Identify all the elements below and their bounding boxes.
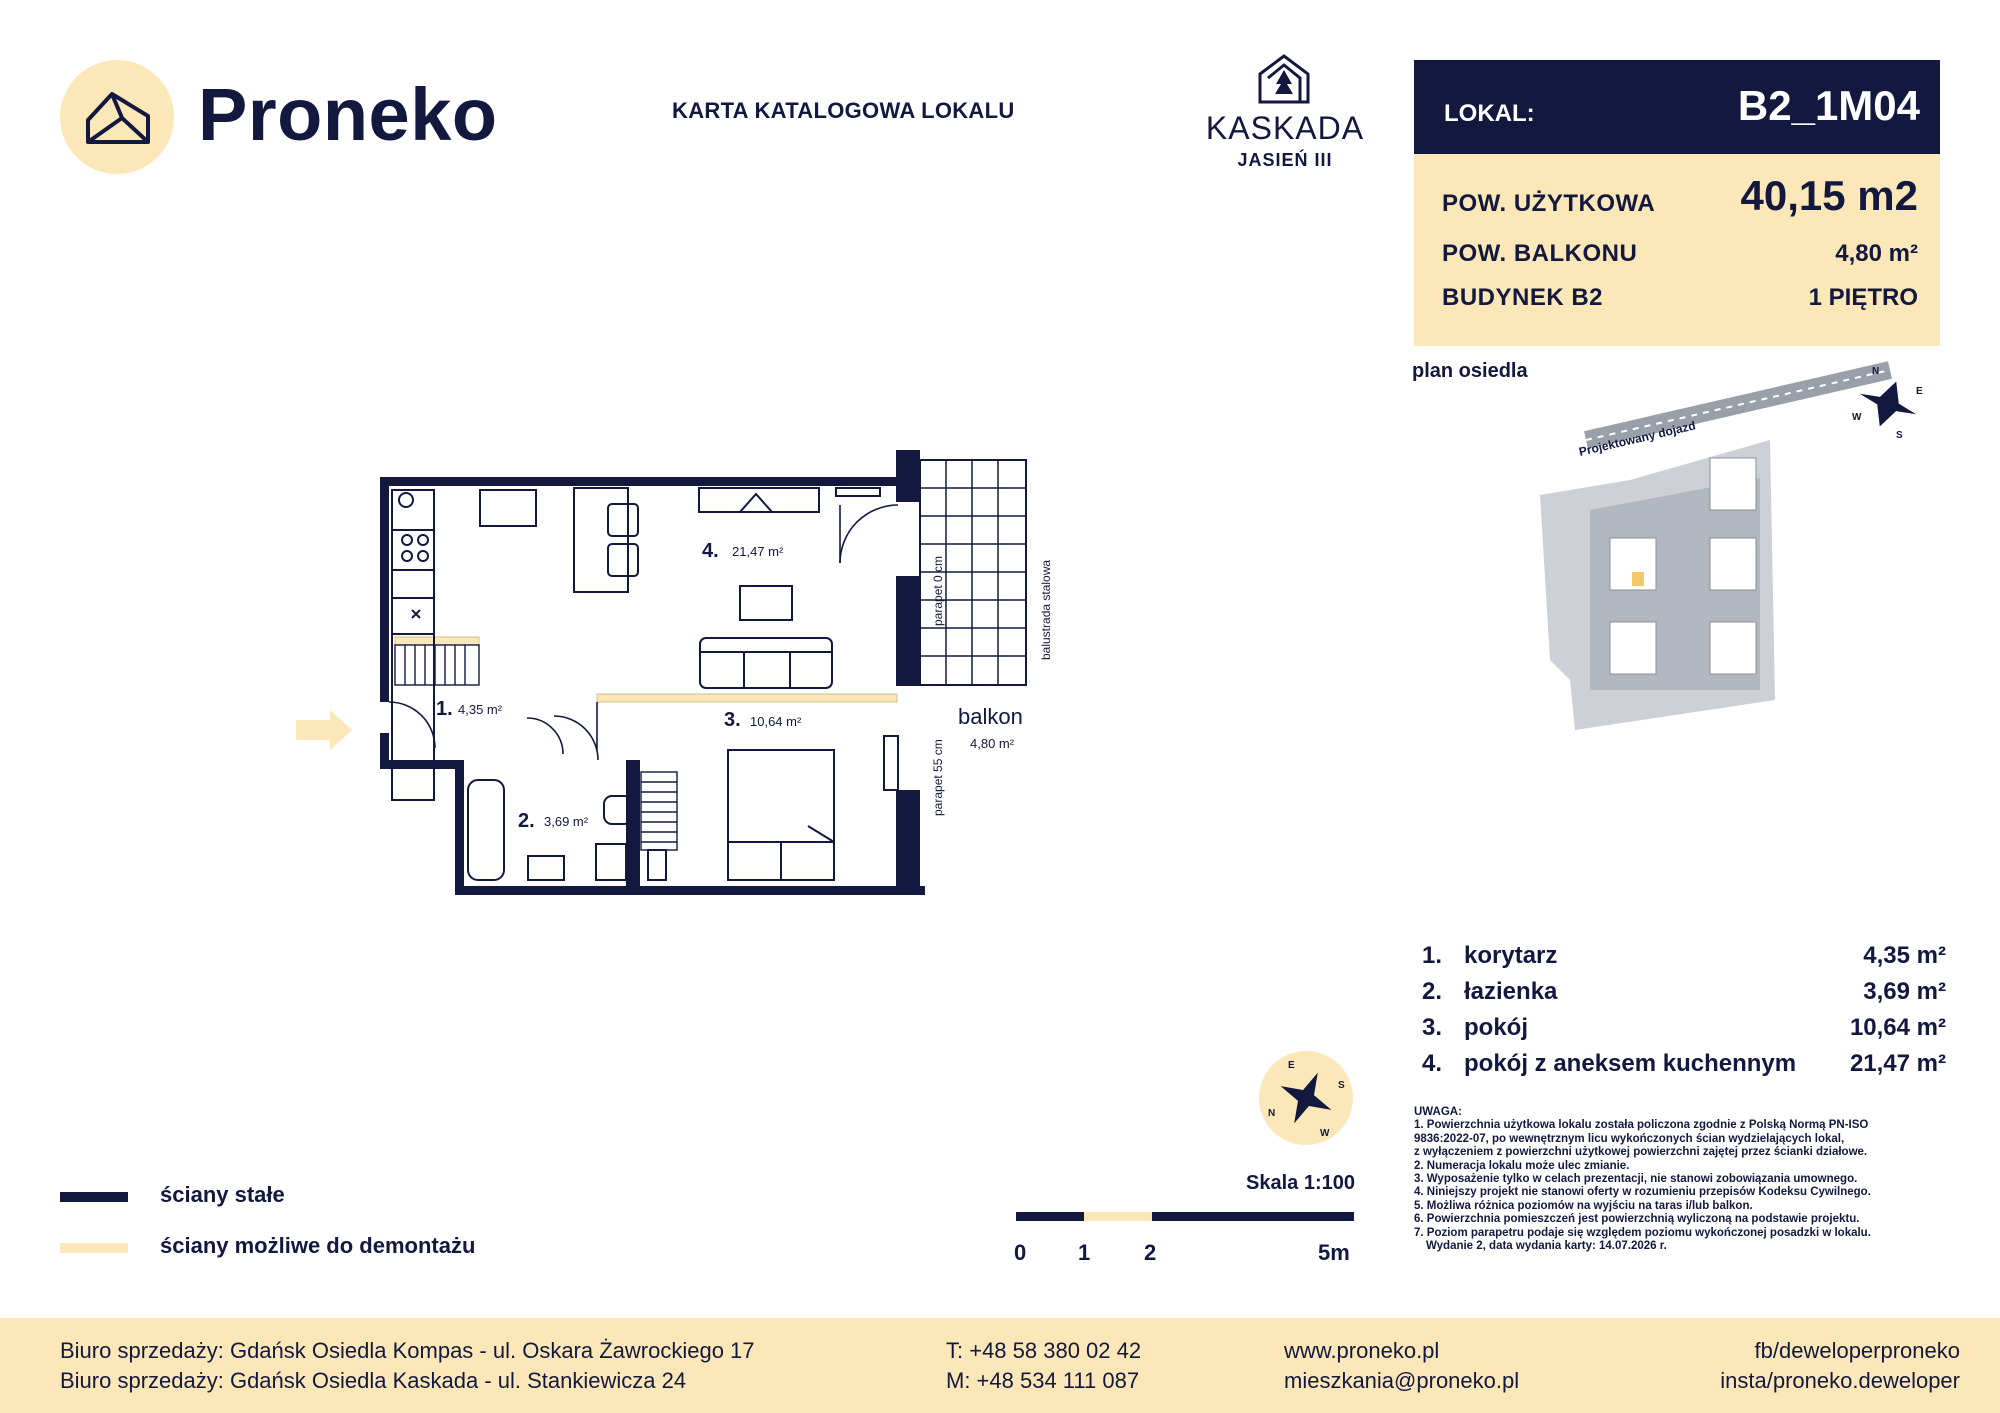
room-1-area: 4,35 m² bbox=[458, 702, 503, 717]
floor-value: 1 PIĘTRO bbox=[1808, 284, 1918, 311]
document-title: KARTA KATALOGOWA LOKALU bbox=[672, 98, 1015, 123]
room-list-area: 10,64 m² bbox=[1849, 1014, 1946, 1041]
site-compass-s: S bbox=[1896, 430, 1903, 441]
lokal-label: LOKAL: bbox=[1444, 100, 1535, 127]
project-name: KASKADA bbox=[1205, 110, 1365, 146]
compass-n: N bbox=[1268, 1108, 1276, 1119]
project-subtitle: JASIEŃ III bbox=[1237, 150, 1333, 170]
fixed-walls bbox=[380, 450, 925, 895]
room-list-area: 21,47 m² bbox=[1849, 1050, 1946, 1077]
usable-area-value: 40,15 m2 bbox=[1740, 172, 1918, 219]
site-compass-n: N bbox=[1872, 366, 1880, 377]
highlighted-unit bbox=[1632, 572, 1644, 586]
room-list-area: 3,69 m² bbox=[1863, 978, 1946, 1005]
removable-walls bbox=[395, 637, 897, 702]
legend-removable-walls-swatch bbox=[60, 1243, 128, 1253]
room-list-number: 4. bbox=[1422, 1050, 1443, 1077]
notes-title: UWAGA: bbox=[1414, 1106, 1462, 1118]
notes-block bbox=[1414, 1106, 1940, 1253]
footer-website-link[interactable]: www.proneko.pl bbox=[1284, 1338, 1440, 1363]
scale-tick-0: 0 bbox=[1014, 1240, 1027, 1265]
room-list-item bbox=[1422, 978, 1948, 1012]
compass-w: W bbox=[1320, 1128, 1330, 1139]
room-list-number: 3. bbox=[1422, 1014, 1443, 1041]
legend-removable-walls-label: ściany możliwe do demontażu bbox=[160, 1233, 476, 1258]
room-2-area: 3,69 m² bbox=[544, 814, 589, 829]
scale-tick-5m: 5m bbox=[1318, 1240, 1350, 1265]
room-list-item bbox=[1422, 1050, 1948, 1084]
building-b1 bbox=[1710, 458, 1756, 510]
footer-facebook-link[interactable]: fb/deweloperproneko bbox=[1754, 1338, 1960, 1363]
site-compass-w: W bbox=[1852, 412, 1862, 423]
legend-fixed-walls-swatch bbox=[60, 1192, 128, 1202]
entrance-arrow-icon bbox=[296, 710, 352, 750]
floor-plan bbox=[290, 450, 1053, 900]
building-label: BUDYNEK B2 bbox=[1442, 284, 1604, 311]
logo-mark bbox=[60, 60, 174, 174]
notes-line: 5. Możliwa różnica poziomów na wyjściu na taras i/lub balkon. bbox=[1414, 1199, 1753, 1212]
notes-line: 6. Powierzchnia pomieszczeń jest powierzchnią wyliczoną na podstawie projektu. bbox=[1414, 1213, 1860, 1226]
compass-e: E bbox=[1288, 1060, 1295, 1071]
kaskada-logo bbox=[1254, 52, 1314, 104]
room-list-item bbox=[1422, 1014, 1948, 1048]
footer-office-1: Biuro sprzedaży: Gdańsk Osiedla Kompas - ul. Oskara Żawrockiego 17 bbox=[60, 1338, 755, 1363]
road-label: Projektowany dojazd bbox=[1577, 418, 1697, 459]
room-list-name: korytarz bbox=[1464, 942, 1558, 969]
compass-icon bbox=[1258, 1050, 1354, 1146]
building-b5 bbox=[1710, 622, 1756, 674]
site-plan-label: plan osiedla bbox=[1412, 360, 1528, 382]
site-plan-map bbox=[1530, 360, 1970, 740]
scale-segment-2 bbox=[1084, 1212, 1152, 1221]
room-4-number: 4. bbox=[702, 540, 719, 562]
brand-name: Proneko bbox=[198, 73, 498, 156]
footer-office-2: Biuro sprzedaży: Gdańsk Osiedla Kaskada - ul. Stankiewicza 24 bbox=[60, 1368, 687, 1393]
notes-line: 9836:2022-07, po wewnętrznym licu wykończonych ścian wydzielających lokal, bbox=[1414, 1132, 1845, 1145]
notes-line: 4. Niniejszy projekt nie stanowi oferty w rozumieniu przepisów Kodeksu Cywilnego. bbox=[1414, 1186, 1871, 1199]
room-list-item bbox=[1422, 942, 1948, 976]
site-compass-e: E bbox=[1916, 386, 1923, 397]
parapet-bottom-label: parapet 55 cm bbox=[931, 739, 945, 816]
notes-edition: Wydanie 2, data wydania karty: 14.07.2026 r. bbox=[1426, 1240, 1667, 1253]
scale-segment-3 bbox=[1152, 1212, 1354, 1221]
room-list-number: 1. bbox=[1422, 942, 1443, 969]
scale-segment-1 bbox=[1016, 1212, 1084, 1221]
room-list-area: 4,35 m² bbox=[1863, 942, 1946, 969]
room-list-name: pokój bbox=[1464, 1014, 1528, 1041]
lokal-header bbox=[1414, 60, 1940, 154]
room-2-number: 2. bbox=[518, 810, 535, 832]
room-list-name: łazienka bbox=[1464, 978, 1558, 1005]
balustrade-label: balustrada stalowa bbox=[1039, 559, 1053, 660]
footer-instagram-link[interactable]: insta/proneko.deweloper bbox=[1720, 1368, 1960, 1393]
notes-line: 2. Numeracja lokalu może ulec zmianie. bbox=[1414, 1159, 1630, 1172]
balcony-area: 4,80 m² bbox=[970, 736, 1015, 751]
balcony-area-label: POW. BALKONU bbox=[1442, 240, 1638, 267]
room-3-area: 10,64 m² bbox=[750, 714, 802, 729]
room-list-name: pokój z aneksem kuchennym bbox=[1464, 1050, 1797, 1077]
notes-line: 7. Poziom parapetru podaje się względem poziomu wykończonej posadzki w lokalu. bbox=[1414, 1226, 1871, 1239]
tree-house-icon bbox=[1254, 52, 1314, 104]
room-3-number: 3. bbox=[724, 709, 741, 731]
room-list-number: 2. bbox=[1422, 978, 1443, 1005]
footer-phone-2[interactable]: M: +48 534 111 087 bbox=[946, 1368, 1140, 1393]
footer-email-link[interactable]: mieszkania@proneko.pl bbox=[1284, 1368, 1520, 1393]
legend-fixed-walls-label: ściany stałe bbox=[160, 1182, 285, 1207]
scale-tick-2: 2 bbox=[1144, 1240, 1157, 1265]
room-4-area: 21,47 m² bbox=[732, 544, 784, 559]
parapet-top-label: parapet 0 cm bbox=[931, 555, 945, 626]
balcony-area-value: 4,80 m² bbox=[1835, 240, 1918, 267]
notes-line: 3. Wyposażenie tylko w celach prezentacji, nie stanowi zobowiązania umownego. bbox=[1414, 1173, 1858, 1186]
door-swings bbox=[389, 505, 898, 760]
notes-line: z wyłączeniem z powierzchni użytkowej powierzchni zajętej przez ścianki działowe. bbox=[1414, 1146, 1868, 1159]
usable-area-label: POW. UŻYTKOWA bbox=[1442, 190, 1656, 217]
house-envelope-icon bbox=[60, 60, 174, 174]
footer bbox=[0, 1318, 2000, 1413]
footer-phone-1[interactable]: T: +48 58 380 02 42 bbox=[946, 1338, 1142, 1363]
building-b4 bbox=[1610, 622, 1656, 674]
room-1-number: 1. bbox=[436, 698, 453, 720]
balcony-label: balkon bbox=[958, 704, 1023, 729]
lokal-value: B2_1M04 bbox=[1737, 82, 1920, 129]
building-b3 bbox=[1710, 538, 1756, 590]
scale-title: Skala 1:100 bbox=[1246, 1172, 1355, 1194]
scale-tick-1: 1 bbox=[1078, 1240, 1091, 1265]
furniture bbox=[392, 488, 898, 880]
compass-s: S bbox=[1338, 1080, 1345, 1091]
lokal-details bbox=[1414, 154, 1940, 346]
notes-line: 1. Powierzchnia użytkowa lokalu została policzona zgodnie z Polską Normą PN-ISO bbox=[1414, 1119, 1869, 1132]
